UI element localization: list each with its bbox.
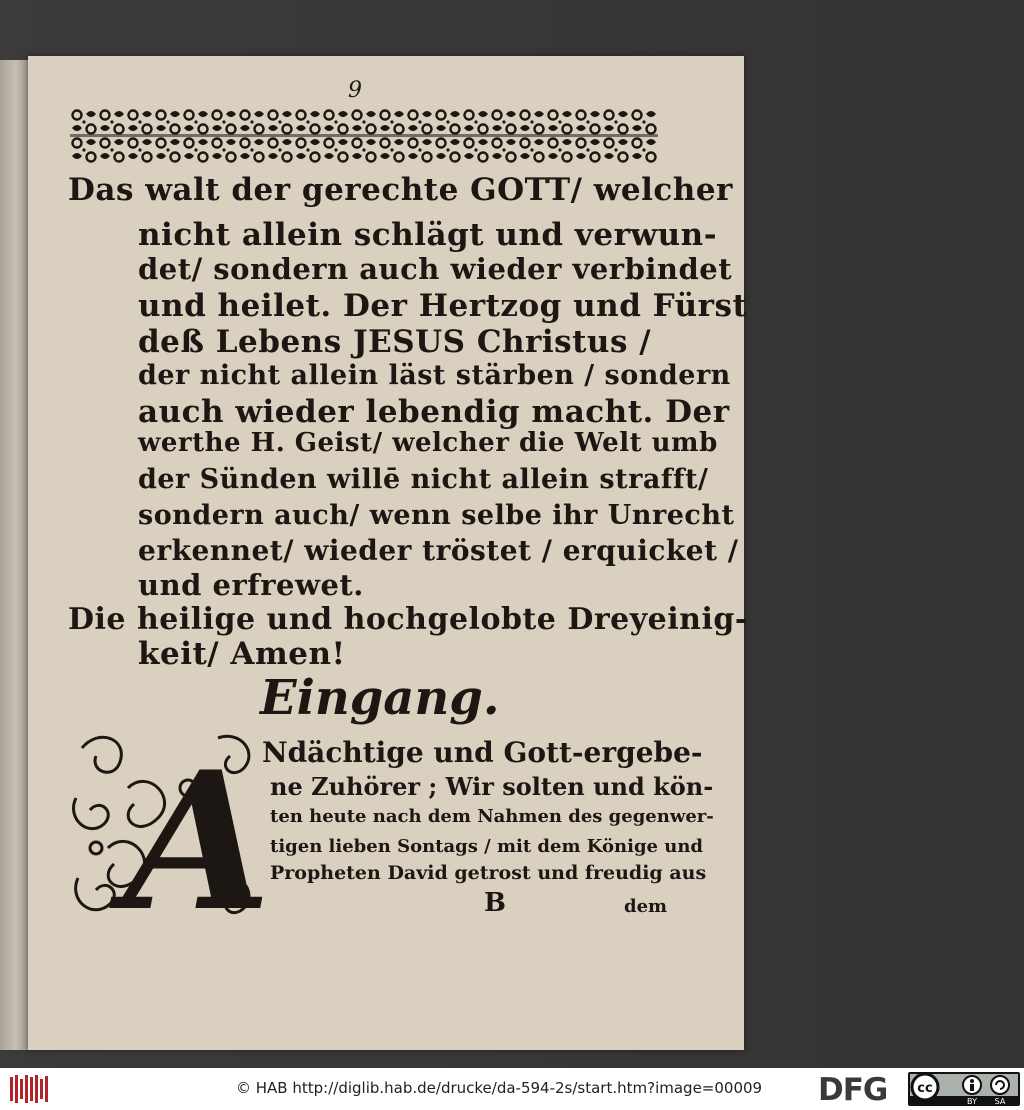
text-line: und erfrewet.	[138, 568, 364, 602]
text-line: werthe H. Geist/ welcher die Welt umb	[138, 428, 718, 458]
text-line: auch wieder lebendig macht. Der	[138, 394, 730, 430]
text-line: und heilet. Der Hertzog und Fürst	[138, 288, 748, 324]
initial-flourish	[68, 728, 264, 928]
text-line: Propheten David getrost und freudig aus	[270, 862, 707, 884]
text-line: ten heute nach dem Nahmen des gegenwer-	[270, 806, 714, 827]
section-heading: Eingang.	[260, 670, 500, 726]
ornament-border	[70, 108, 658, 164]
text-line: Ndächtige und Gott-ergebe-	[262, 736, 703, 769]
text-line: keit/ Amen!	[138, 636, 346, 672]
copyright-link[interactable]: © HAB http://diglib.hab.de/drucke/da-594-2s/start.htm?image=00009	[236, 1079, 763, 1097]
dfg-logo[interactable]: DFG	[818, 1072, 888, 1108]
text-line: deß Lebens JESUS Christus /	[138, 324, 652, 360]
hab-logo-icon[interactable]	[8, 1073, 50, 1105]
page-number: 9	[348, 78, 362, 103]
text-line: erkennet/ wieder tröstet / erquicket /	[138, 534, 739, 567]
text-line: ne Zuhörer ; Wir solten und kön-	[270, 772, 714, 801]
catchword: dem	[624, 896, 668, 917]
svg-text:cc: cc	[917, 1081, 933, 1096]
text-line: det/ sondern auch wieder verbindet	[138, 252, 733, 286]
text-line: Die heilige und hochgelobte Dreyeinig-	[68, 602, 748, 637]
text-line: sondern auch/ wenn selbe ihr Unrecht	[138, 500, 735, 531]
footer-bar	[0, 1068, 1024, 1110]
text-line: tigen lieben Sontags / mit dem Könige und	[270, 836, 704, 857]
initial-letter: A	[124, 730, 264, 928]
text-line: nicht allein schlägt und verwun-	[138, 217, 718, 253]
sa-icon	[991, 1076, 1009, 1094]
text-line: der Sünden willē nicht allein strafft/	[138, 464, 709, 495]
text-line: Das walt der gerechte GOTT/ welcher	[68, 172, 733, 208]
svg-text:SA: SA	[994, 1097, 1006, 1106]
svg-text:BY: BY	[967, 1097, 977, 1106]
book-page	[28, 56, 748, 1050]
signature-mark: B	[484, 888, 506, 918]
cc-license-badge[interactable]	[908, 1072, 1020, 1106]
text-line: der nicht allein läst stärben / sondern	[138, 360, 731, 391]
decorated-initial	[68, 728, 264, 928]
